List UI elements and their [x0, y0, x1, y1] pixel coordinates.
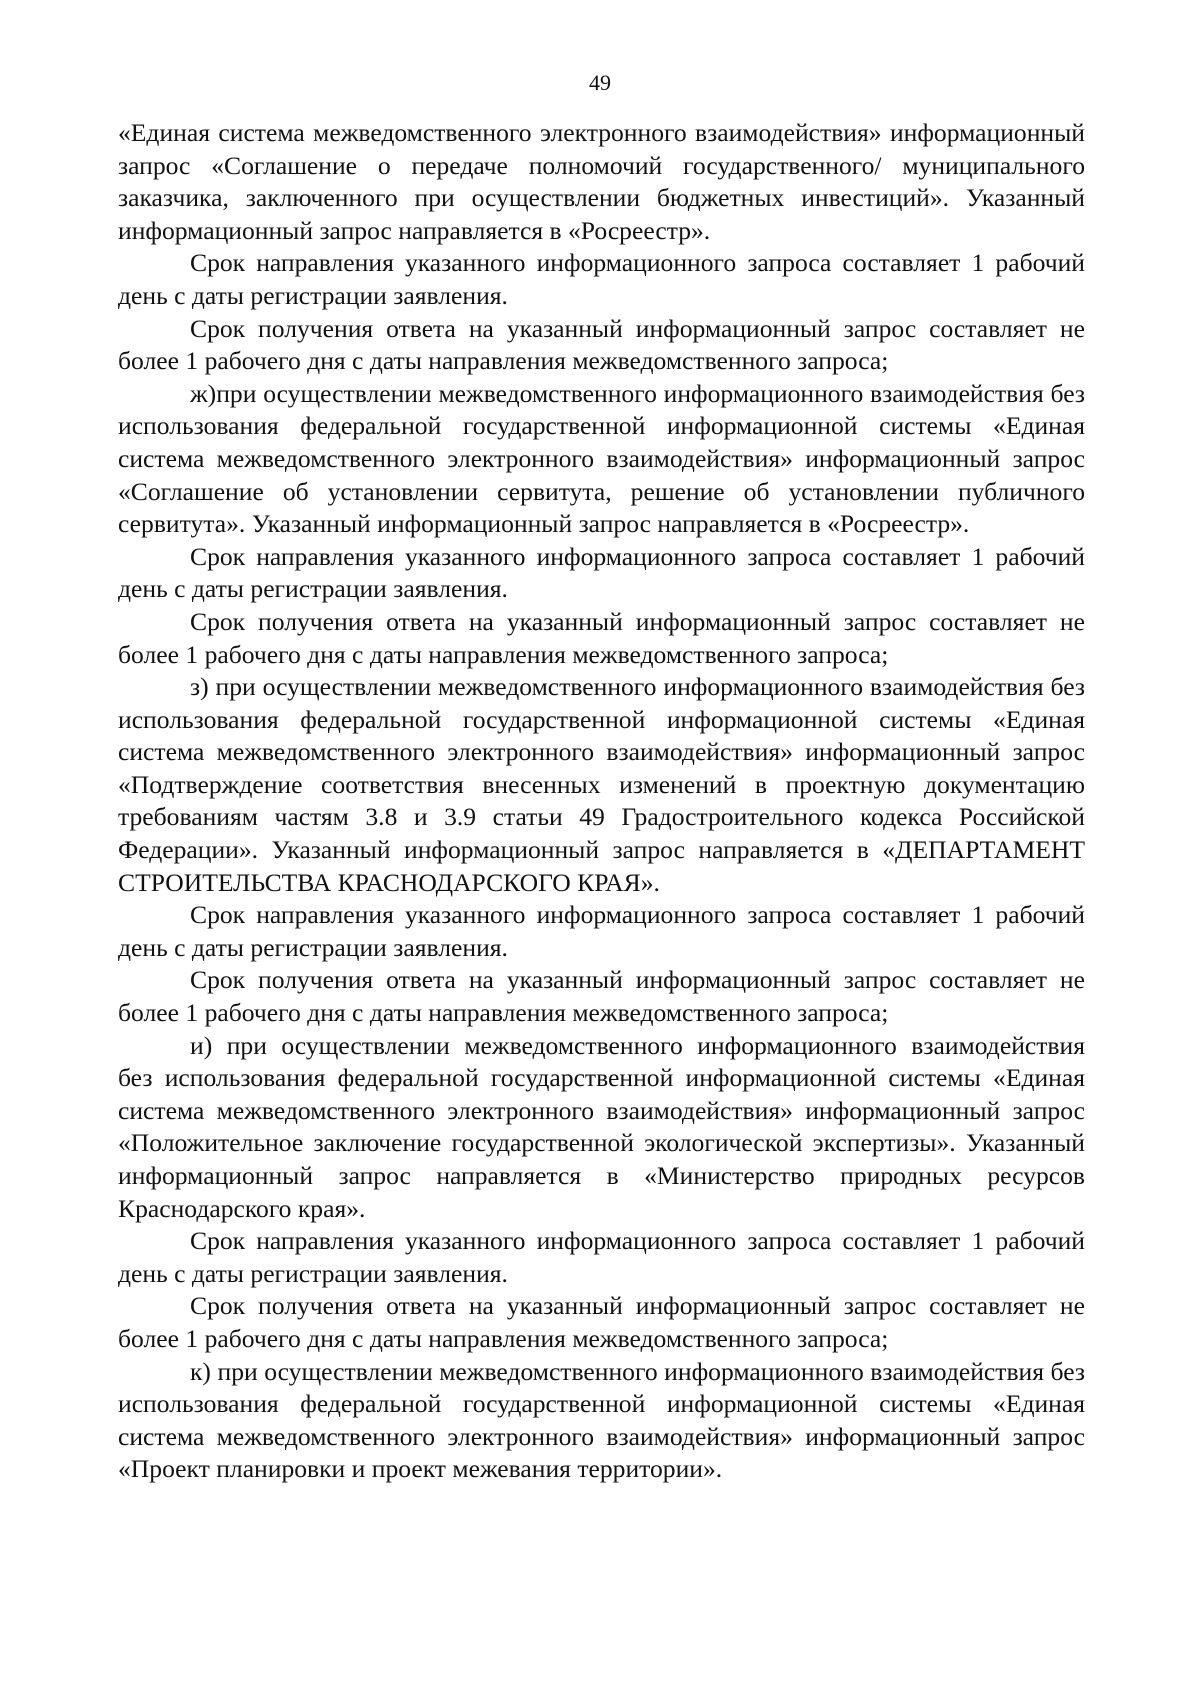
page-number: 49	[589, 70, 611, 95]
paragraph-4-item-zh: ж)при осуществлении межведомственного информационного взаимодействия без использования федеральной государственной информационной системы «Единая система межведомственного электронного взаимодействия» информационный запрос «Соглашение об установлении сервитута, решение об установлении публичного сервитута». Указанный информационный запрос направляется в «Росреестр».	[118, 378, 1085, 539]
paragraph-12: Срок получения ответа на указанный информационный запрос составляет не более 1 рабочего дня с даты направления межведомственного запроса;	[118, 1291, 1085, 1353]
paragraph-13-item-k: к) при осуществлении межведомственного информационного взаимодействия без использования федеральной государственной информационной системы «Единая система межведомственного электронного взаимодействия» информационный запрос «Проект планировки и проект межевания территории».	[118, 1356, 1085, 1484]
paragraph-5: Срок направления указанного информационного запроса составляет 1 рабочий день с даты регистрации заявления.	[118, 541, 1085, 604]
document-body	[118, 117, 1085, 1486]
paragraph-6: Срок получения ответа на указанный информационный запрос составляет не более 1 рабочего дня с даты направления межведомственного запроса;	[118, 606, 1085, 669]
paragraph-10-item-i: и) при осуществлении межведомственного информационного взаимодействия без использования федеральной государственной информационной системы «Единая система межведомственного электронного взаимодействия» информационный запрос «Положительное заключение государственной экологической экспертизы». Указанный информационный запрос направляется в «Министерство природных ресурсов Краснодарского края».	[118, 1030, 1085, 1223]
paragraph-7-item-z: з) при осуществлении межведомственного информационного взаимодействия без использования федеральной государственной информационной системы «Единая система межведомственного электронного взаимодействия» информационный запрос «Подтверждение соответствия внесенных изменений в проектную документацию требованиям частям 3.8 и 3.9 статьи 49 Градостроительного кодекса Российской Федерации». Указанный информационный запрос направляется в «ДЕПАРТАМЕНТ СТРОИТЕЛЬСТВА КРАСНОДАРСКОГО КРАЯ».	[118, 672, 1085, 897]
paragraph-11: Срок направления указанного информационного запроса составляет 1 рабочий день с даты регистрации заявления.	[118, 1226, 1085, 1288]
paragraph-2: Срок направления указанного информационного запроса составляет 1 рабочий день с даты регистрации заявления.	[118, 248, 1085, 310]
paragraph-9: Срок получения ответа на указанный информационный запрос составляет не более 1 рабочего дня с даты направления межведомственного запроса;	[118, 965, 1085, 1028]
paragraph-1: «Единая система межведомственного электронного взаимодействия» информационный запрос «Соглашение о передаче полномочий государственного/ муниципального заказчика, заключенного при осуществлении бюджетных инвестиций». Указанный информационный запрос направляется в «Росреестр».	[118, 118, 1085, 245]
paragraph-3: Срок получения ответа на указанный информационный запрос составляет не более 1 рабочего дня с даты направления межведомственного запроса;	[118, 313, 1085, 376]
paragraph-8: Срок направления указанного информационного запроса составляет 1 рабочий день с даты регистрации заявления.	[118, 900, 1085, 962]
